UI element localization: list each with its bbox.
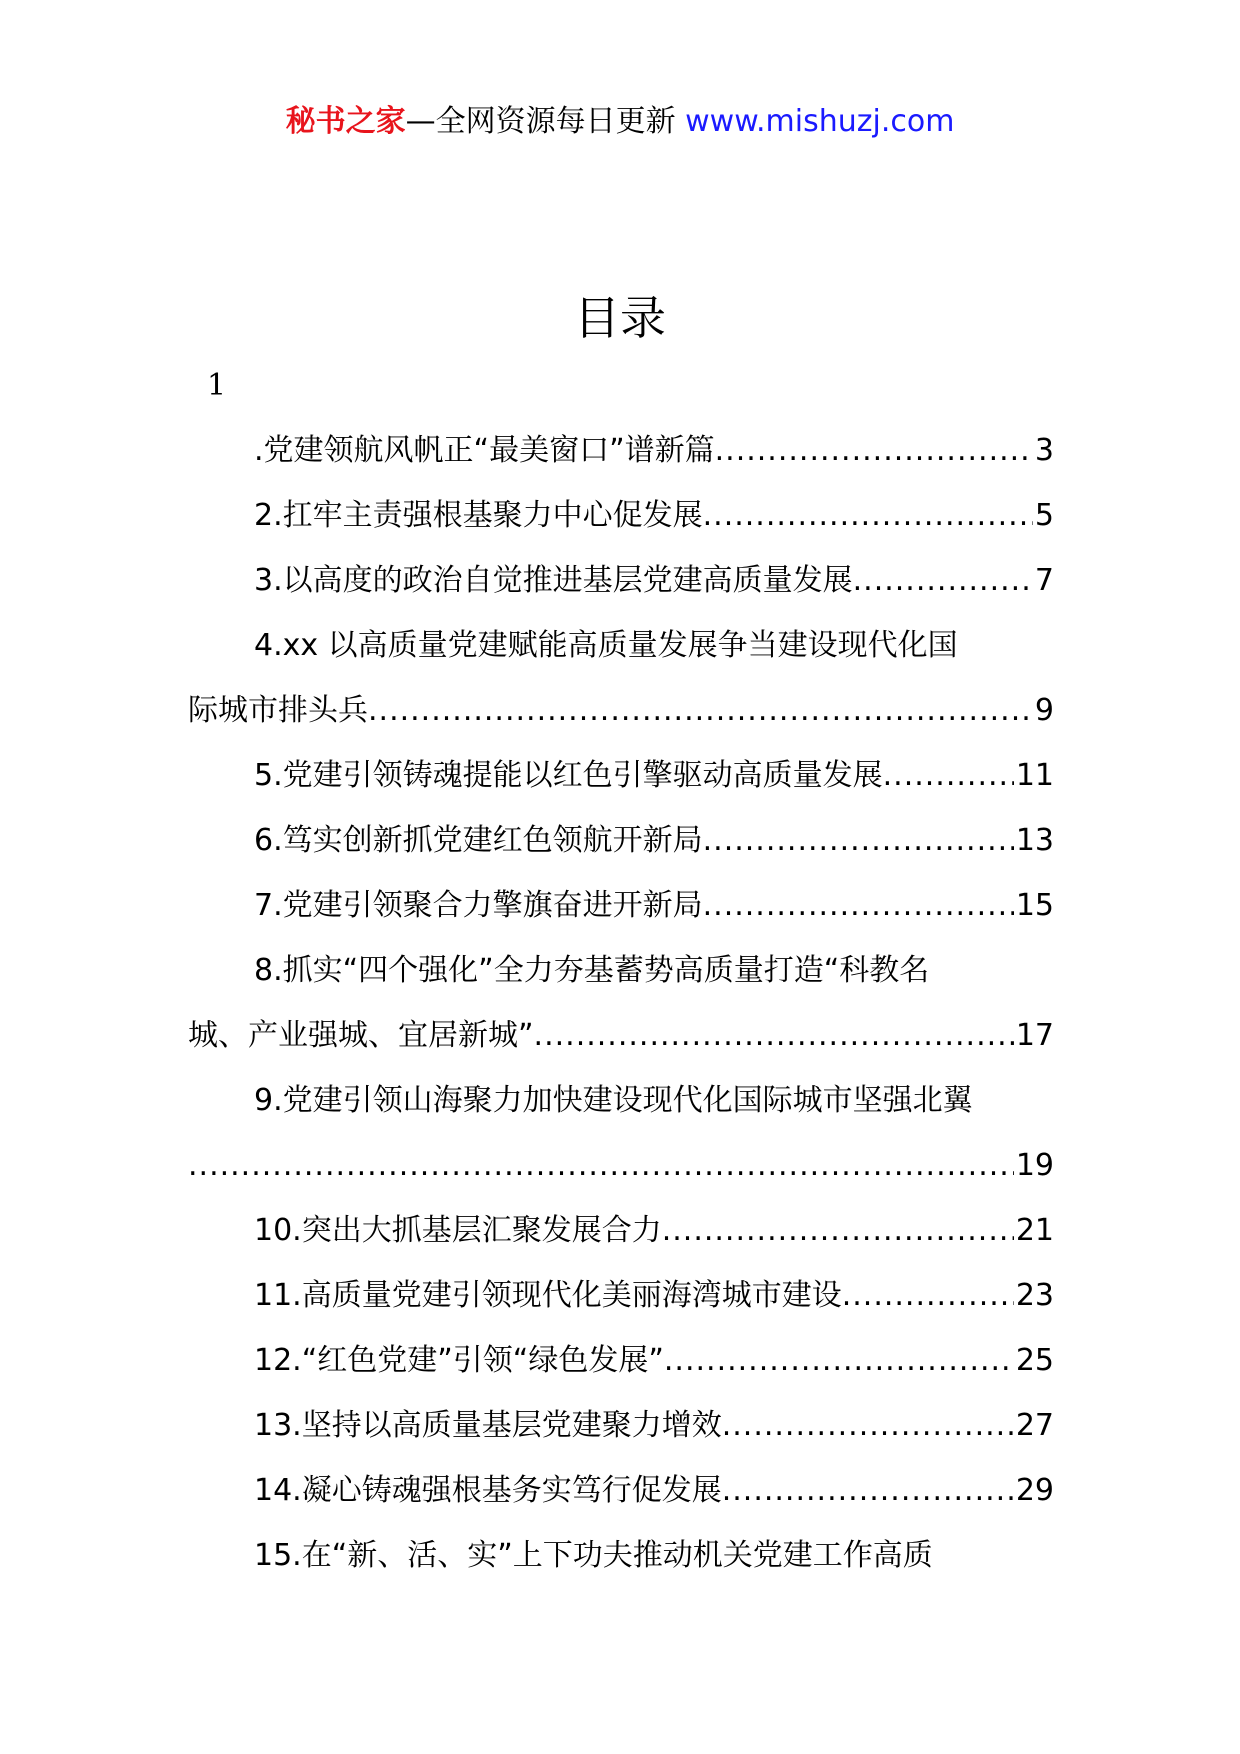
website-link[interactable]: www.mishuzj.com xyxy=(685,104,955,139)
toc-entry-4-continuation[interactable] xyxy=(188,678,1054,743)
site-banner xyxy=(0,100,1240,144)
page-title: 目录 xyxy=(574,291,666,345)
toc-entry-text: .党建领航风帆正“最美窗口”谱新篇 xyxy=(254,433,715,468)
toc-leader-dots xyxy=(534,1003,1014,1068)
toc-leader-dots xyxy=(715,418,1033,483)
toc-leader-dots xyxy=(722,1393,1014,1458)
toc-entry-text: 3.以高度的政治自觉推进基层党建高质量发展 xyxy=(254,563,853,598)
toc-entry-text-cont: 际城市排头兵 xyxy=(188,693,368,728)
toc-page-number: 15 xyxy=(1015,888,1054,923)
toc-entry-6[interactable] xyxy=(188,808,1054,873)
toc-entry-text: 10.突出大抓基层汇聚发展合力 xyxy=(254,1213,662,1248)
toc-page-number: 3 xyxy=(1034,433,1054,468)
toc-leader-dots xyxy=(188,1133,1014,1198)
toc-page-number: 13 xyxy=(1015,823,1054,858)
toc-page-number: 5 xyxy=(1034,498,1054,533)
toc-entry-text: 2.扛牢主责强根基聚力中心促发展 xyxy=(254,498,703,533)
toc-leader-dots xyxy=(703,483,1033,548)
toc-page-number: 29 xyxy=(1015,1473,1054,1508)
toc-leader-dots xyxy=(664,1328,1014,1393)
toc-page-number: 19 xyxy=(1015,1148,1054,1183)
toc-entry-text: 7.党建引领聚合力擎旗奋进开新局 xyxy=(254,888,703,923)
banner-slogan: —全网资源每日更新 xyxy=(405,104,686,139)
toc-entry-4[interactable] xyxy=(188,613,1054,678)
toc-entry-text: 9.党建引领山海聚力加快建设现代化国际城市坚强北翼 xyxy=(254,1083,973,1118)
toc-entry-text: 8.抓实“四个强化”全力夯基蓄势高质量打造“科教名 xyxy=(254,953,930,988)
toc-entry-7[interactable] xyxy=(188,873,1054,938)
toc-leader-dots xyxy=(662,1198,1014,1263)
toc-leader-dots xyxy=(722,1458,1014,1523)
toc-leader-dots xyxy=(853,548,1033,613)
toc-entry-text: 12.“红色党建”引领“绿色发展” xyxy=(254,1343,664,1378)
page-marker: 1 xyxy=(207,368,227,403)
toc-entry-15[interactable] xyxy=(188,1523,1054,1588)
toc-entry-2[interactable] xyxy=(188,483,1054,548)
toc-entry-text: 11.高质量党建引领现代化美丽海湾城市建设 xyxy=(254,1278,842,1313)
toc-entry-5[interactable] xyxy=(188,743,1054,808)
toc-leader-dots xyxy=(703,873,1014,938)
toc-page-number: 9 xyxy=(1034,693,1054,728)
toc-entry-1[interactable] xyxy=(188,418,1054,483)
toc-page-number: 11 xyxy=(1015,758,1054,793)
toc-entry-text: 14.凝心铸魂强根基务实笃行促发展 xyxy=(254,1473,722,1508)
toc-entry-text: 13.坚持以高质量基层党建聚力增效 xyxy=(254,1408,722,1443)
toc-page-number: 27 xyxy=(1015,1408,1054,1443)
toc-page-number: 7 xyxy=(1034,563,1054,598)
toc-entry-10[interactable] xyxy=(188,1198,1054,1263)
toc-entry-text: 5.党建引领铸魂提能以红色引擎驱动高质量发展 xyxy=(254,758,883,793)
toc-entry-9-continuation[interactable] xyxy=(188,1133,1054,1198)
toc-entry-text: 15.在“新、活、实”上下功夫推动机关党建工作高质 xyxy=(254,1538,933,1573)
toc-entry-8[interactable] xyxy=(188,938,1054,1003)
table-of-contents xyxy=(188,418,1054,1588)
toc-entry-12[interactable] xyxy=(188,1328,1054,1393)
toc-leader-dots xyxy=(883,743,1014,808)
toc-entry-text: 4.xx 以高质量党建赋能高质量发展争当建设现代化国 xyxy=(254,628,958,663)
toc-leader-dots xyxy=(368,678,1033,743)
brand-name: 秘书之家 xyxy=(285,104,406,139)
toc-page-number: 21 xyxy=(1015,1213,1054,1248)
toc-entry-9[interactable] xyxy=(188,1068,1054,1133)
toc-entry-8-continuation[interactable] xyxy=(188,1003,1054,1068)
toc-page-number: 25 xyxy=(1015,1343,1054,1378)
toc-entry-text: 6.笃实创新抓党建红色领航开新局 xyxy=(254,823,703,858)
toc-entry-text-cont: 城、产业强城、宜居新城” xyxy=(188,1018,534,1053)
toc-leader-dots xyxy=(703,808,1014,873)
toc-entry-11[interactable] xyxy=(188,1263,1054,1328)
toc-entry-14[interactable] xyxy=(188,1458,1054,1523)
toc-leader-dots xyxy=(842,1263,1014,1328)
toc-entry-13[interactable] xyxy=(188,1393,1054,1458)
toc-page-number: 17 xyxy=(1015,1018,1054,1053)
toc-entry-3[interactable] xyxy=(188,548,1054,613)
toc-page-number: 23 xyxy=(1015,1278,1054,1313)
